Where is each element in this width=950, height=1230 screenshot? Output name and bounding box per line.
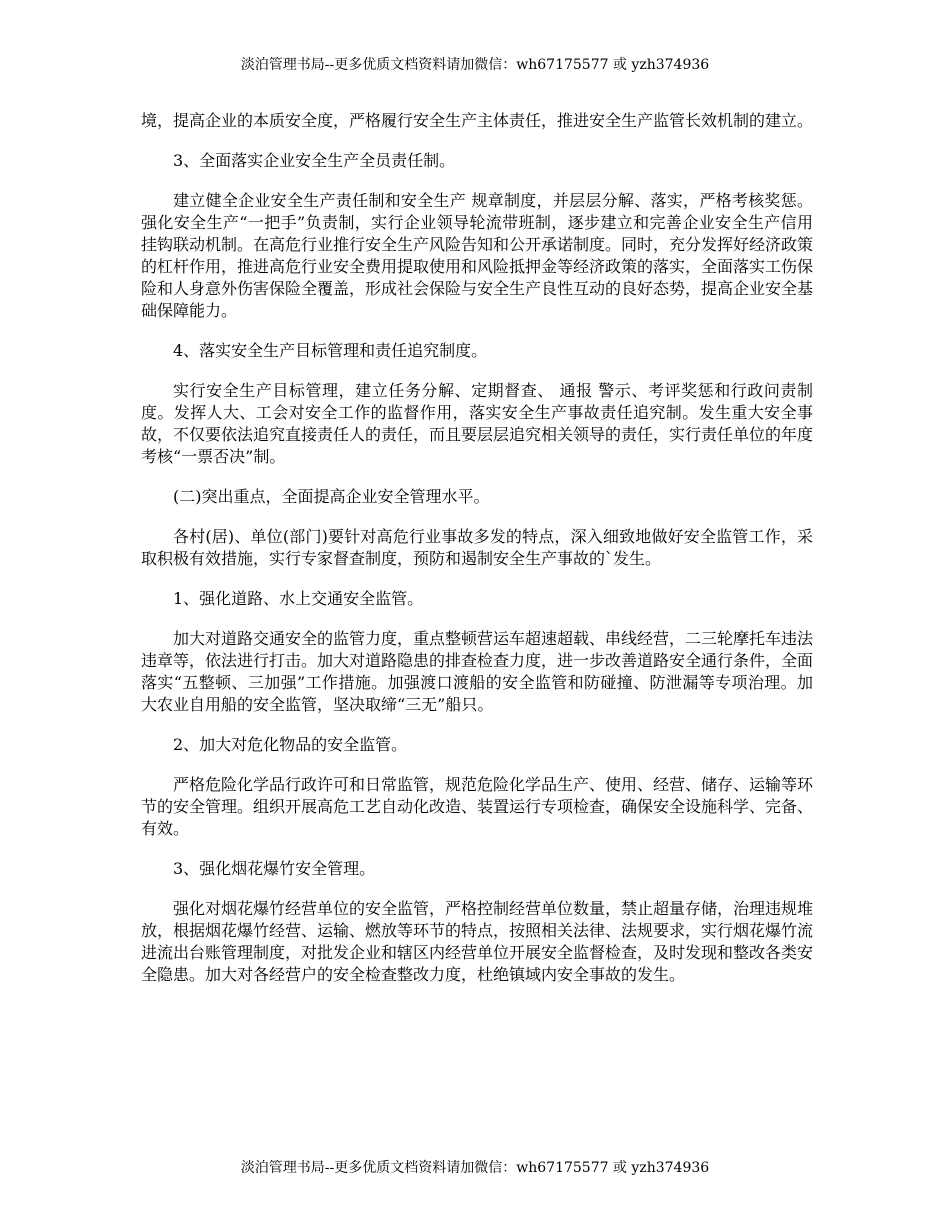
paragraph-responsibility: 建立健全企业安全生产责任制和安全生产 规章制度，并层层分解、落实，严格考核奖惩。强化安全生产“一把手”负责制，实行企业领导轮流带班制，逐步建立和完善企业安全生产信用挂钩联动机制。在高危行业推行安全生产风险告知和公开承诺制度。同时，充分发挥好经济政策的杠杆作用，推进高危行业安全费用提取使用和风险抵押金等经济政策的落实，全面落实工伤保险和人身意外伤害保险全覆盖，形成社会保险与安全生产良性互动的良好态势，提高企业安全基础保障能力。 bbox=[141, 191, 814, 320]
page-footer: 淡泊管理书局--更多优质文档资料请加微信：wh67175577 或 yzh374936 bbox=[240, 1160, 710, 1176]
paragraph-key-points: 各村(居)、单位(部门)要针对高危行业事故多发的特点，深入细致地做好安全监管工作，采取积极有效措施，实行专家督查制度，预防和遏制安全生产事故的`发生。 bbox=[141, 527, 813, 568]
section-heading-3-fireworks: 3、强化烟花爆竹安全管理。 bbox=[173, 859, 376, 878]
section-heading-2-key-points: (二)突出重点，全面提高企业安全管理水平。 bbox=[173, 487, 490, 506]
document-body bbox=[141, 110, 813, 1004]
paragraph-continuation: 境，提高企业的本质安全度，严格履行安全生产主体责任，推进安全生产监管长效机制的建立。 bbox=[141, 111, 814, 130]
section-heading-4-target-management: 4、落实安全生产目标管理和责任追究制度。 bbox=[173, 341, 488, 360]
paragraph-hazardous-chemicals: 严格危险化学品行政许可和日常监管，规范危险化学品生产、使用、经营、储存、运输等环节的安全管理。组织开展高危工艺自动化改造、装置运行专项检查，确保安全设施科学、完备、有效。 bbox=[141, 775, 814, 838]
section-heading-1-traffic: 1、强化道路、水上交通安全监管。 bbox=[173, 589, 424, 608]
paragraph-traffic: 加大对道路交通安全的监管力度，重点整顿营运车超速超载、串线经营，二三轮摩托车违法违章等，依法进行打击。加大对道路隐患的排查检查力度，进一步改善道路安全通行条件，全面落实“五整顿、三加强”工作措施。加强渡口渡船的安全监管和防碰撞、防泄漏等专项治理。加大农业自用船的安全监管，坚决取缔“三无”船只。 bbox=[141, 629, 814, 714]
section-heading-3-responsibility: 3、全面落实企业安全生产全员责任制。 bbox=[173, 151, 456, 170]
section-heading-2-hazardous-chemicals: 2、加大对危化物品的安全监管。 bbox=[173, 735, 408, 754]
paragraph-fireworks: 强化对烟花爆竹经营单位的安全监管，严格控制经营单位数量，禁止超量存储，治理违规堆放，根据烟花爆竹经营、运输、燃放等环节的特点，按照相关法律、法规要求，实行烟花爆竹流进流出台账管理制度，对批发企业和辖区内经营单位开展安全监督检查，及时发现和整改各类安全隐患。加大对各经营户的安全检查整改力度，杜绝镇域内安全事故的发生。 bbox=[141, 899, 814, 984]
page-header: 淡泊管理书局--更多优质文档资料请加微信：wh67175577 或 yzh374936 bbox=[240, 57, 710, 73]
paragraph-target-management: 实行安全生产目标管理，建立任务分解、定期督查、 通报 警示、考评奖惩和行政问责制度。发挥人大、工会对安全工作的监督作用，落实安全生产事故责任追究制。发生重大安全事故，不仅要依法追究直接责任人的责任，而且要层层追究相关领导的责任，实行责任单位的年度考核“一票否决”制。 bbox=[141, 381, 814, 466]
